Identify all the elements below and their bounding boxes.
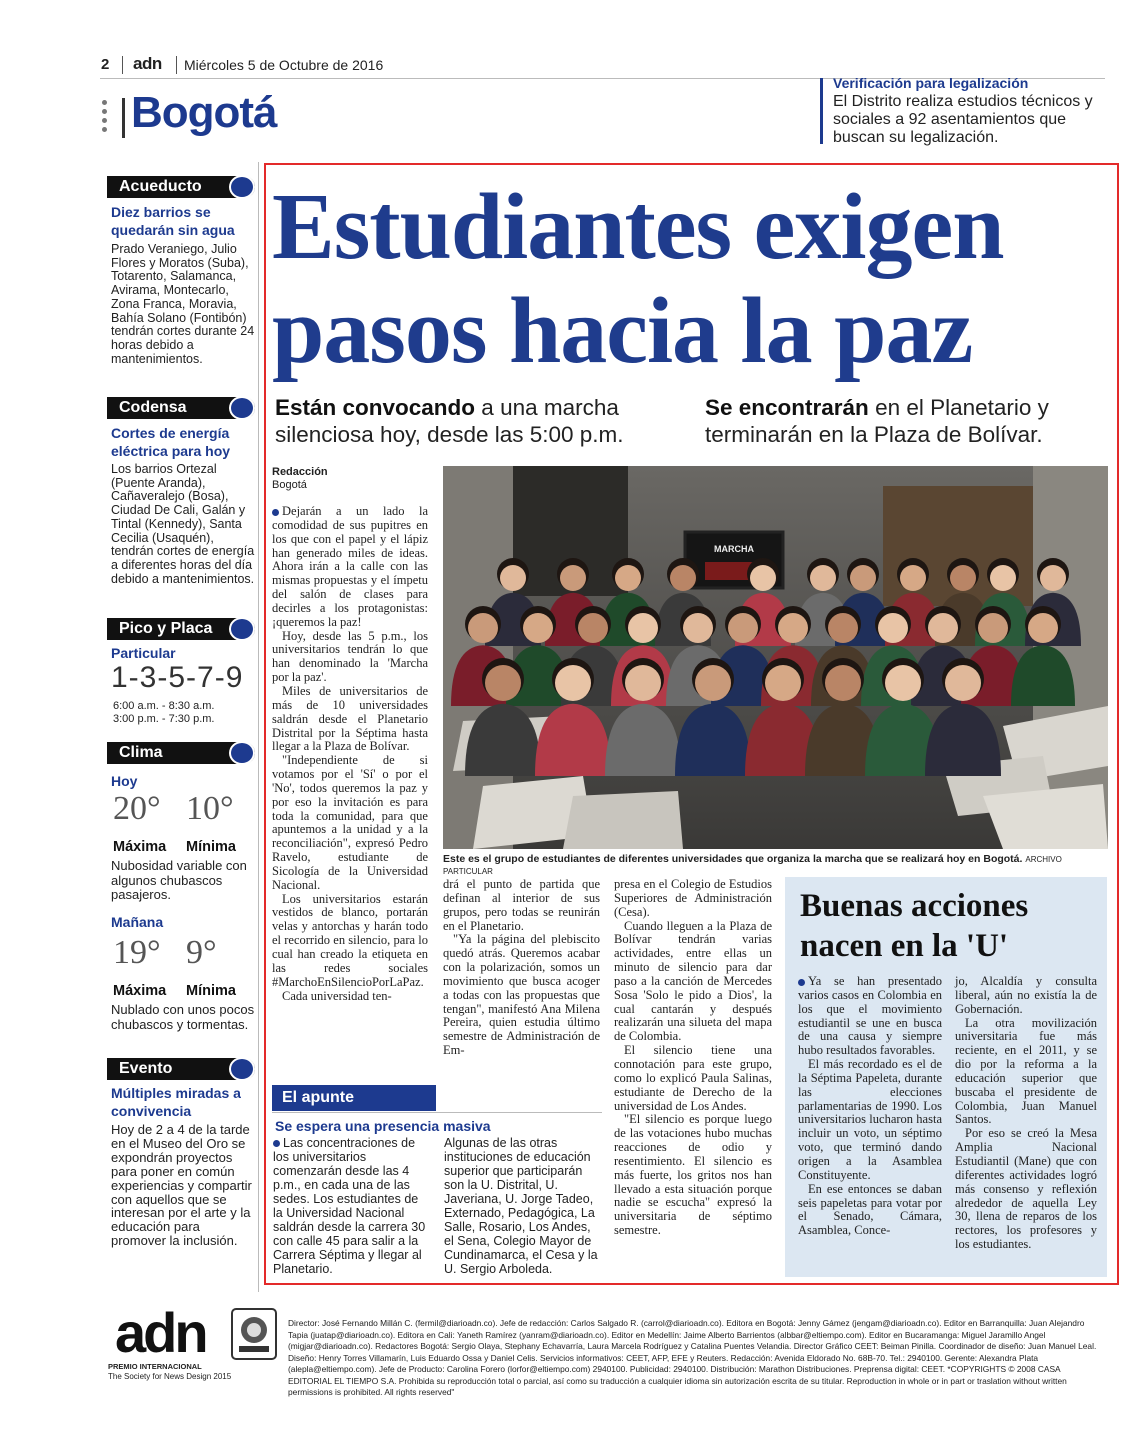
box-title: Buenas acciones nacen en la 'U' [800,888,1029,964]
article-photo [443,466,1108,849]
student-face [945,665,981,701]
footer-logo: adn [115,1301,206,1364]
student-face [1028,613,1058,643]
students-photo-illustration [443,466,1108,849]
student-face [695,665,731,701]
apunte-subtitle: Se espera una presencia masiva [275,1118,491,1134]
paragraph: Por eso se creó la Mesa Amplia Nacional Estudiantil (Mane) que con diferentes actividades logró más consenso y reflexión alrededor de aquella Ley 30, llena de reparos de los rectores, los profesores y los estudiantes. [955,1126,1097,1252]
issue-date: Miércoles 5 de Octubre de 2016 [184,57,384,73]
paragraph: "Independiente de si votamos por el 'Sí' o por el 'No', todos queremos la paz y por eso la invitación es para toda la comunidad, para que apuntemos a la unidad y a la reconciliación", expresó Pedro Ravelo, estudiante de Sicología de la Universidad Nacional. [272,753,428,892]
paragraph: Los universitarios estarán vestidos de blanco, portarán velas y antorchas y harán todo el recorrido en silencio, para lo cual han creado la etiqueta en las redes sociales #MarchoEnSilencioPorLaPaz. [272,891,428,989]
student-face [828,613,858,643]
screen-text: MARCHA [714,544,754,554]
page-number: 2 [101,56,110,73]
paragraph: El silencio tiene una connotación para este grupo, como lo explicó Paula Salinas, estudiante de Derecho de la universidad de Los Andes. [614,1043,772,1113]
paragraph: La otra movilización universitaria fue más reciente, en el 2011, y se dio por la reforma a la educación superior que buscaba el presidente de Colombia, Juan Manuel Santos. [955,1015,1097,1127]
sidebar-head-label: Evento [119,1060,173,1077]
sidebar-divider [258,162,259,1292]
student-face [523,613,553,643]
student-face [468,613,498,643]
caption-text: Este es el grupo de estudiantes de diferentes universidades que organiza la marcha que se realizará hoy en Bogotá. [443,853,1023,865]
divider [176,56,177,74]
article-column-3 [614,878,772,1238]
footer-society: The Society for News Design 2015 [108,1372,232,1381]
photo-credit: ARCHIVO PARTICULAR [443,855,1062,876]
apunte-label: El apunte [282,1089,355,1106]
speech-bubble-icon [229,175,255,199]
deck-left-text: a una marcha silenciosa hoy, desde las 5:00 p.m. [275,395,624,447]
sidebar-text: Prado Veraniego, Julio Flores y Moratos (Suba), Totarento, Salamanca, Avirama, Montecarlo, Zona Franca, Moravia, Bahía Solano (Fontibón) tendrán cortes durante 24 horas debido a mantenimientos. [111,242,255,366]
bullet-icon [273,1140,280,1147]
apunte-column-2: Algunas de las otras instituciones de educación superior que participarán son la U. Distrital, U. Javeriana, U. Jorge Tadeo, Externado, Pedagógica, La Salle, Rosario, Los Andes, el Sena, Colegio Mayor de Cundinamarca, el Cesa y la U. Sergio Arboleda. [444,1136,598,1276]
sidebar-head-label: Codensa [119,399,187,416]
student-face [500,565,526,591]
max-label: Máxima [113,839,167,855]
box-column-2 [955,975,1097,1252]
student-face [990,565,1016,591]
student-face [578,613,608,643]
pico-placa-digits: 1-3-5-7-9 [111,661,244,694]
sidebar-subtitle: Múltiples miradas a convivencia [111,1085,241,1119]
speech-bubble-icon [229,741,255,765]
section-title: Bogotá [131,88,277,137]
student-face [485,665,521,701]
sidebar-head-codensa [107,397,255,419]
sidebar-subtitle: Particular [111,645,176,661]
article-column-1 [272,505,428,1003]
max-label: Máxima [113,983,167,999]
staff-credits: Director: José Fernando Millán C. (fermil@diarioadn.co). Jefe de redacción: Carlos Salgado R. (carrol@diarioadn.co). Editora en Bogotá: Jenny Gámez (jengam@diarioadn.co). Editor en Barranquilla: Juan Alejandro Tapia (juatap@diarioadn.co). Editora en Cali: Yaneth Ramírez (yanram@diarioadn.co). Editor en Medellín: Jaime Alberto Barrientos (albbar@eltiempo.com). Editor en Bucaramanga: Miguel Jaramillo Angel (migjar@diarioadn.co). Redactores Bogotá: Sergio Olaya, Stephany Echavarría, Laura Marcela Rodríguez y Catalina Puentes Velandia. Director Gráfico CEET: Beiman Pinilla. Coordinador de diseño: Juan Manuel Leal. Diseño: Henry Torres Villamarín, Luis Eduardo Ossa y Daniel Celis. Servicios informativos: CEET, AFP, EFE y Reuters. Redacción: Avenida Eldorado No. 68B-70. Tel.: 2940100. Gerente: Alexandra Plata (alepla@eltiempo.com). Jefe de Producto: Carolina Forero (lorfor@eltiempo.com) 2940100. Publicidad: 2940100. Distribución: Marathon Distribuciones. Preprensa digital: CEET. *COPYRIGHTS © 2008 CASA EDITORIAL EL TIEMPO S.A. Prohibida su reproducción total o parcial, así como su traducción a cualquier idioma sin autorización escrita de su titular. Reproduction in whole or in part or traslation without written permissions is prohibited. All rights reserved" [288,1318,1097,1397]
sidebar-head-acueducto [107,176,255,198]
sidebar-head-label: Pico y Placa [119,620,213,637]
min-label: Mínima [186,983,236,999]
student-face [670,565,696,591]
student-face [765,665,801,701]
byline: Redacción [272,466,328,478]
tomorrow-max-temp: 19° [113,934,161,971]
student-face [810,565,836,591]
paragraph: "El silencio es porque luego de las votaciones hubo muchas reacciones de odio y resentimiento. El silencio es más fuerte, los gritos nos han llevado a esta situación porque nadie se escucha" expresó la universitaria de séptimo semestre. [614,1112,772,1238]
article-column-2 [443,878,600,1058]
tomorrow-min-temp: 9° [186,934,217,971]
divider [122,56,123,74]
student-face [628,613,658,643]
student-face [750,565,776,591]
sidebar-subtitle: Cortes de energía eléctrica para hoy [111,425,231,459]
sidebar-text: Hoy de 2 a 4 de la tarde en el Museo del Oro se expondrán proyectos para poner en común experiencias y compartir con aquellos que se interesan por el arte y la educación para promover la inclusión. [111,1122,252,1249]
paragraph: Cada universidad ten- [282,988,392,1003]
header-logo: adn [133,54,162,73]
footer-award: PREMIO INTERNACIONAL [108,1362,202,1371]
pico-placa-hours: 6:00 a.m. - 8:30 a.m. [113,700,215,712]
today-min-temp: 10° [186,790,234,827]
speech-bubble-icon [229,617,255,641]
student-face [850,565,876,591]
apunte-column-1 [273,1136,431,1276]
bullet-icon [798,979,805,986]
student-face [560,565,586,591]
divider [122,98,125,138]
speech-bubble-icon [229,396,255,420]
sidebar-head-evento [107,1058,255,1080]
paragraph: jo, Alcaldía y consulta liberal, aún no existía la de Gobernación. [955,974,1097,1016]
pico-placa-hours: 3:00 p.m. - 7:30 p.m. [113,713,215,725]
divider [272,1112,602,1113]
deck-left-bold: Están convocando [275,395,476,420]
teaser-accent-bar [820,78,823,144]
student-face [615,565,641,591]
weather-tomorrow-label: Mañana [111,914,164,930]
paragraph: Hoy, desde las 5 p.m., los universitarios tendrán lo que han denominado la 'Marcha por la paz'. [272,628,428,685]
speech-bubble-icon [229,1057,255,1081]
teaser-text: El Distrito realiza estudios técnicos y sociales a 92 asentamientos que buscan su legalización. [833,93,1093,146]
headline: Estudiantes exigen pasos hacia la paz [272,175,1004,383]
student-face [778,613,808,643]
student-face [625,665,661,701]
student-face [728,613,758,643]
paragraph: En ese entonces se daban seis papeletas para votar por el Senado, Cámara, Asamblea, Conce- [798,1181,942,1238]
deck-left [275,394,685,448]
weather-today-label: Hoy [111,773,138,789]
sidebar-head-pico-placa [107,618,255,640]
photo-caption [443,853,1108,877]
paragraph: Dejarán a un lado la comodidad de sus pupitres en los que con el papel y el lápiz han generado miles de ideas. Ahora irán a la calle con las mismas propuestas y el ímpetu del salón de clases para decirles a los protagonistas: ¡queremos la paz! [272,504,428,629]
weather-today-text: Nubosidad variable con algunos chubascos pasajeros. [111,858,247,902]
sidebar-head-label: Clima [119,744,163,761]
award-badge-icon [231,1308,277,1360]
student-face [1040,565,1066,591]
weather-tomorrow-text: Nublado con unos pocos chubascos y tormentas. [111,1002,255,1032]
paragraph: Las concentraciones de los universitarios comenzarán desde las 4 p.m., en cada una de las sedes. Los estudiantes de la Universidad Nacional saldrán desde la carrera 30 con calle 45 para salir a la Carrera Séptima y llegar al Planetario. [273,1136,426,1276]
sidebar-head-label: Acueducto [119,178,202,195]
student-face [978,613,1008,643]
paragraph: drá el punto de partida que definan al interior de sus grupos, pero todas se reunirán en el Planetario. [443,877,600,933]
deck-right-text: en el Planetario y terminarán en la Plaza de Bolívar. [705,395,1049,447]
paragraph: "Ya la página del plebiscito quedó atrás. Queremos acabar con la polarización, somos un movimiento que busca acoger a todas con las propuestas que tengan", manifestó Ana Milena Pereira, quien estudia último semestre de Administración de Em- [443,932,600,1058]
student-face [928,613,958,643]
teaser-title: Verificación para legalización [833,75,1029,91]
paragraph: Cuando lleguen a la Plaza de Bolívar tendrán varias actividades, entre ellas un minuto de silencio para dar paso a la canción de Mercedes Sosa 'Solo le pido a Dios', la cual cantarán y después realizarán una silueta del mapa de Colombia. [614,918,772,1044]
section-dots-icon [102,100,108,136]
student-face [683,613,713,643]
bullet-icon [272,509,279,516]
student-face [555,665,591,701]
min-label: Mínima [186,839,236,855]
student-face [950,565,976,591]
deck-right-bold: Se encontrarán [705,395,869,420]
today-max-temp: 20° [113,790,161,827]
sidebar-text: Los barrios Ortezal (Puente Aranda), Cañaveralejo (Bosa), Ciudad De Cali, Galán y Tintal (Kennedy), Santa Cecilia (Usaquén), tendrán cortes de energía a diferentes horas del día debido a mantenimientos. [111,462,255,586]
student-face [825,665,861,701]
sidebar-head-clima [107,742,255,764]
paragraph: Miles de universitarios de más de 10 universidades saldrán desde el Planetario Distrital por la Séptima hasta llegar a la Plaza de Bolívar. [272,683,428,754]
student-face [878,613,908,643]
student-face [885,665,921,701]
deck-right [705,394,1105,448]
paragraph: Ya se han presentado varios casos en Colombia en los que el movimiento estudiantil se une en busca de una causa y siempre hubo resultados favorables. [798,974,942,1058]
sidebar-subtitle: Diez barrios se quedarán sin agua [111,204,235,238]
box-column-1 [798,975,942,1238]
byline-place: Bogotá [272,479,307,491]
student-face [900,565,926,591]
paragraph: presa en el Colegio de Estudios Superiores de Administración (Cesa). [614,877,772,919]
paragraph: El más recordado es el de la Séptima Papeleta, durante las elecciones parlamentarias de 1990. Los universitarios lucharon hasta incluir un voto, un séptimo voto, que terminó dando origen a la Asamblea Constituyente. [798,1057,942,1182]
